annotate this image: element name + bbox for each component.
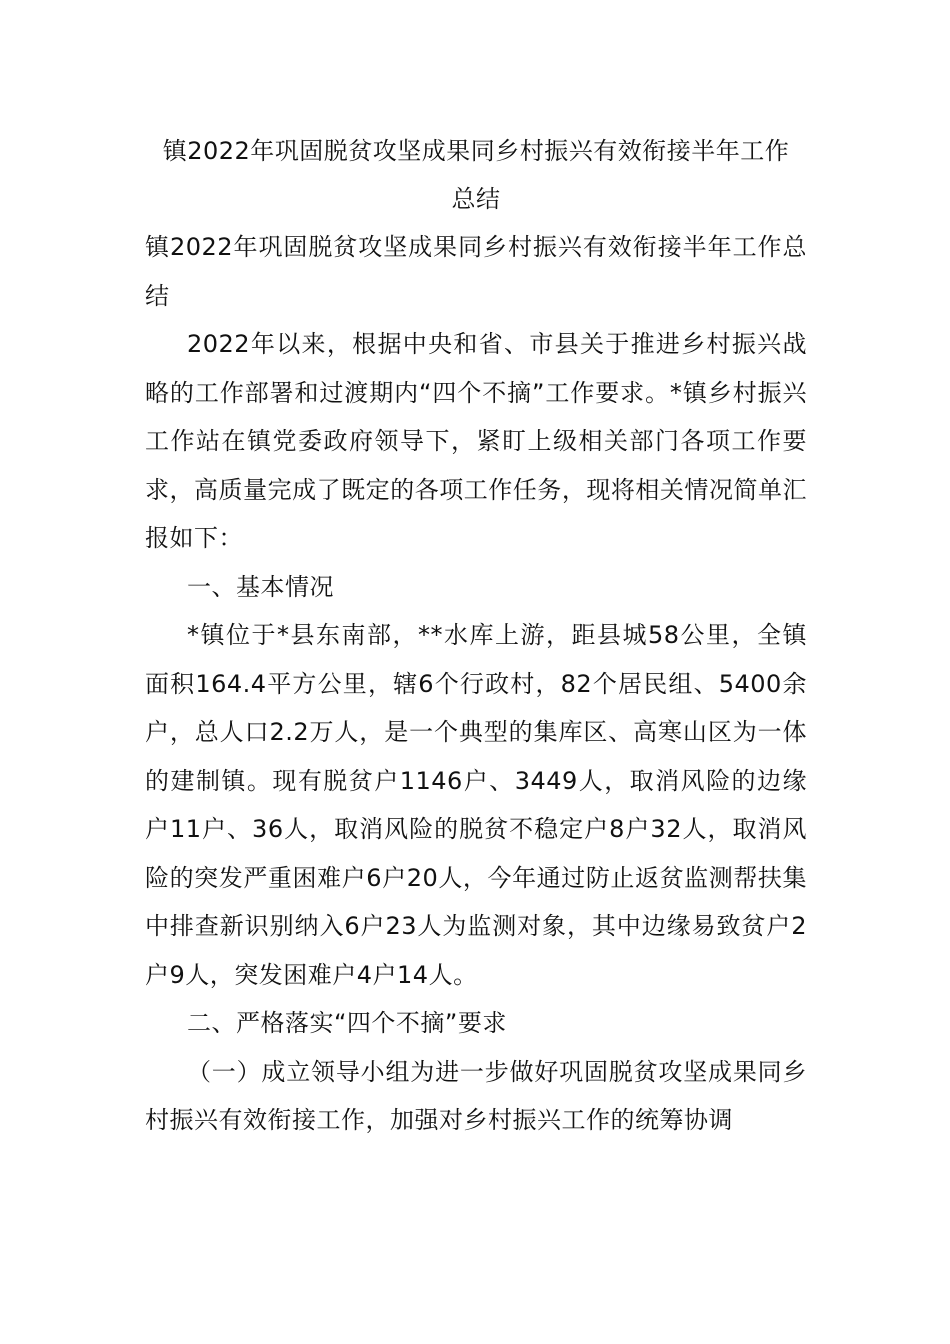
paragraph-leadership-group: （一）成立领导小组为进一步做好巩固脱贫攻坚成果同乡村振兴有效衔接工作，加强对乡村振兴工作的统筹协调 [145,1057,807,1134]
document-title [145,127,807,223]
title-line-2: 总结 [451,185,501,213]
paragraph-intro: 2022年以来，根据中央和省、市县关于推进乡村振兴战略的工作部署和过渡期内“四个不摘”工作要求。*镇乡村振兴工作站在镇党委政府领导下，紧盯上级相关部门各项工作要求，高质量完成了既定的各项工作任务，现将相关情况简单汇报如下： [145,330,807,552]
paragraph-basic-situation: *镇位于*县东南部，**水库上游，距县城58公里，全镇面积164.4平方公里，辖6个行政村，82个居民组、5400余户，总人口2.2万人，是一个典型的集库区、高寒山区为一体的建制镇。现有脱贫户1146户、3449人，取消风险的边缘户11户、36人，取消风险的脱贫不稳定户8户32人，取消风险的突发严重困难户6户20人，今年通过防止返贫监测帮扶集中排查新识别纳入6户23人为监测对象，其中边缘易致贫户2户9人，突发困难户4户14人。 [145,621,807,989]
section-heading-basic-situation: 一、基本情况 [187,572,334,601]
document-subtitle: 镇2022年巩固脱贫攻坚成果同乡村振兴有效衔接半年工作总结 [145,233,807,310]
section-heading-four-requirements: 二、严格落实“四个不摘”要求 [187,1009,507,1037]
title-line-1: 镇2022年巩固脱贫攻坚成果同乡村振兴有效衔接半年工作 [162,137,790,165]
document-body [145,127,807,1145]
